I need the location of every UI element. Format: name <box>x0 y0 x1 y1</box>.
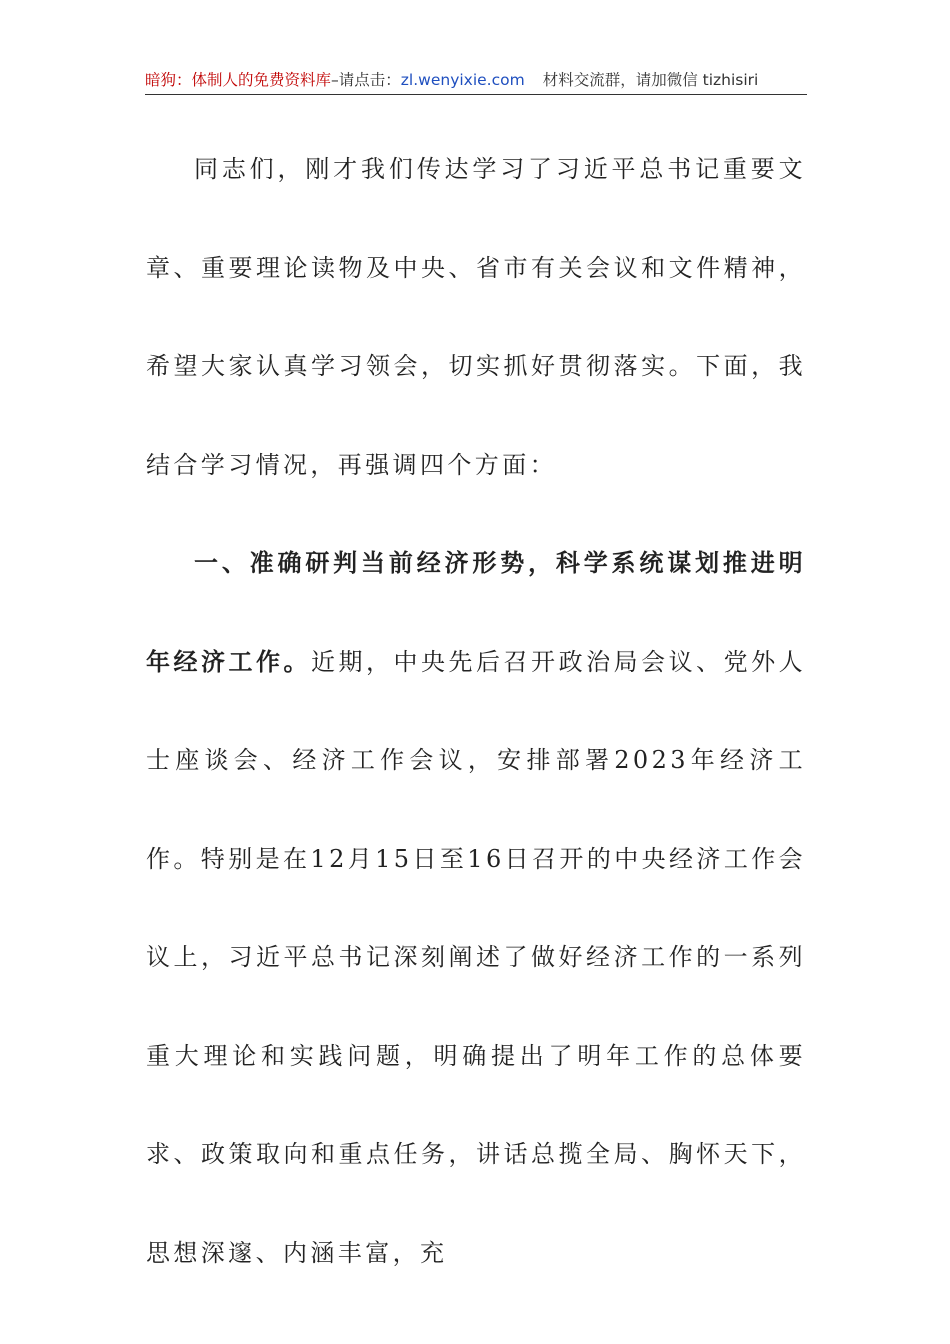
header-brand: 暗狗：体制人的免费资料库 <box>145 71 332 89</box>
section-1-paragraph <box>146 514 806 1302</box>
page-header <box>145 66 807 95</box>
header-click-prompt: –请点击： <box>331 71 401 89</box>
header-url-link[interactable]: zl.wenyixie.com <box>400 71 525 89</box>
intro-paragraph: 同志们，刚才我们传达学习了习近平总书记重要文章、重要理论读物及中央、省市有关会议和文件精神，希望大家认真学习领会，切实抓好贯彻落实。下面，我结合学习情况，再强调四个方面： <box>146 155 806 479</box>
document-body <box>146 120 806 1302</box>
header-group-note: 材料交流群，请加微信 tizhisiri <box>542 71 759 89</box>
section-1-body: 近期，中央先后召开政治局会议、党外人士座谈会、经济工作会议，安排部署2023年经济工作。特别是在12月15日至16日召开的中央经济工作会议上，习近平总书记深刻阐述了做好经济工作的一系列重大理论和实践问题，明确提出了明年工作的总体要求、政策取向和重点任务，讲话总揽全局、胸怀天下，思想深邃、内涵丰富，充 <box>146 647 807 1267</box>
section-1-heading: 一、准确研判当前经济形势，科学系统谋划推进明年经济工作。 <box>146 549 806 676</box>
